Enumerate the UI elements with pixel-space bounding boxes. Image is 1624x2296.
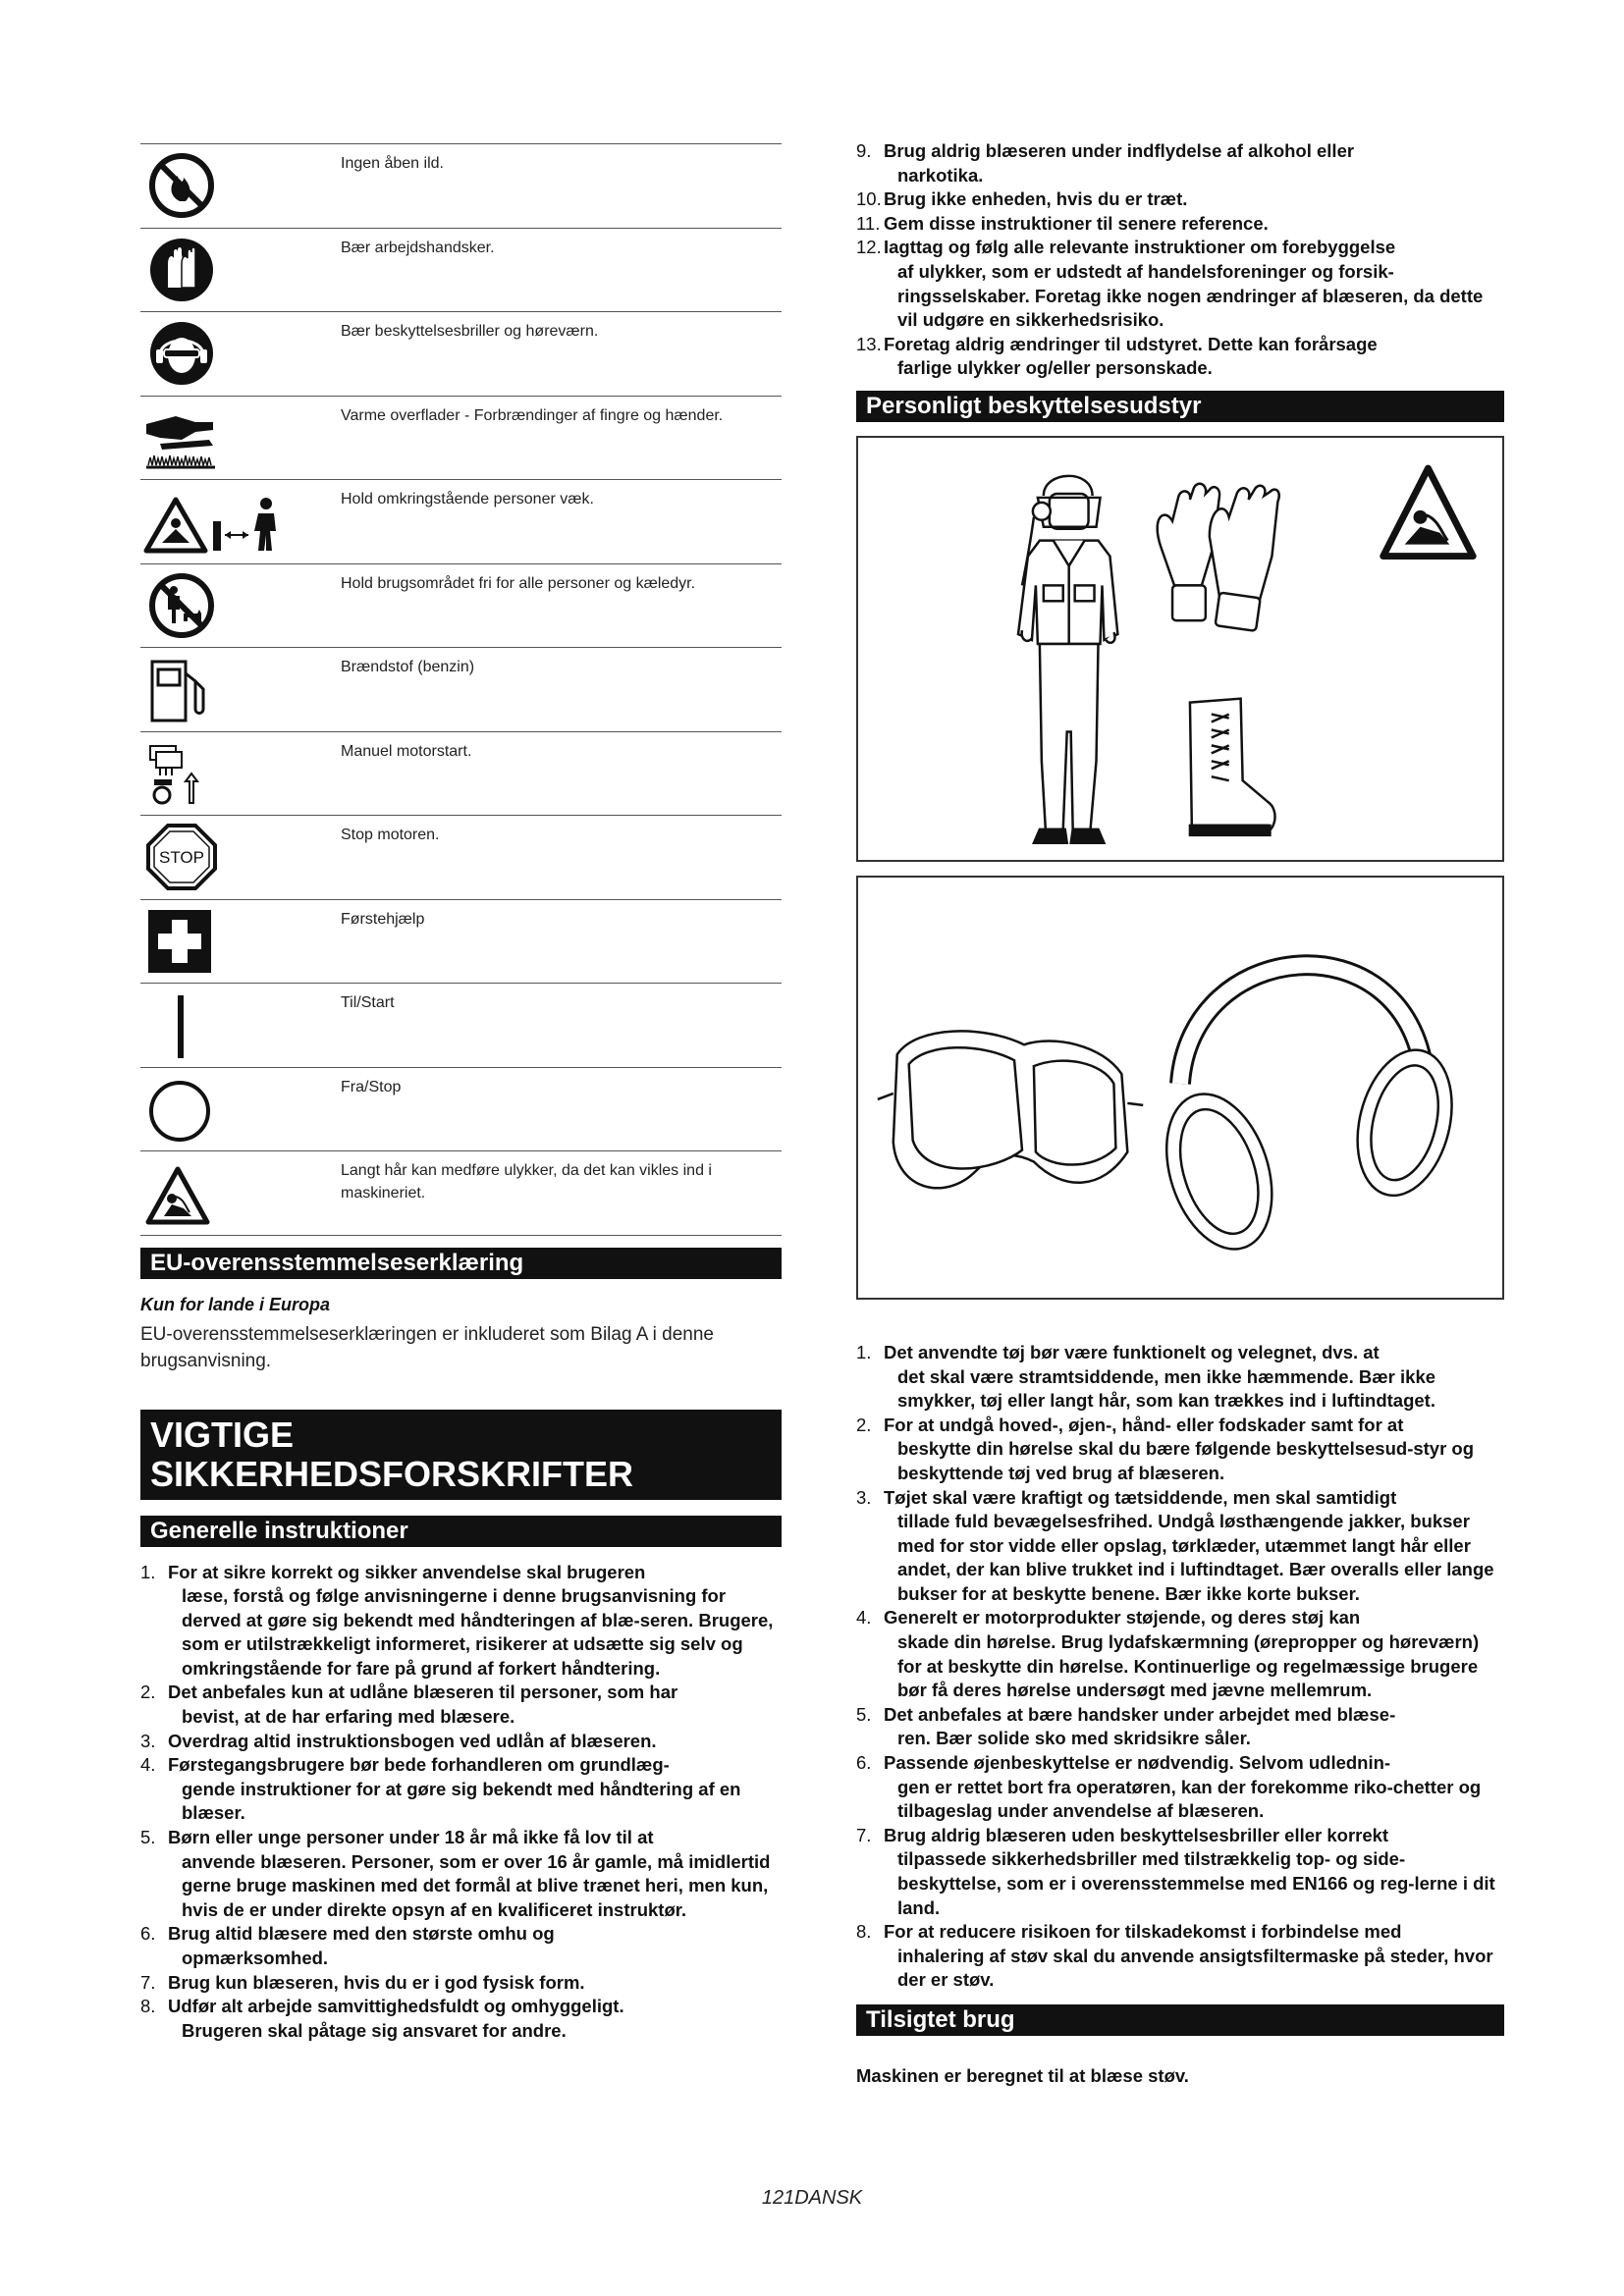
symbol-description: Hold brugsområdet fri for alle personer og kæledyr.: [341, 574, 696, 592]
list-item: 8. Udfør alt arbejde samvittighedsfuldt og omhyggeligt. Brugeren skal påtage sig ansvaret for andre.: [140, 1996, 624, 2041]
list-item: 11. Gem disse instruktioner til senere reference.: [856, 212, 1269, 234]
page-footer: 121DANSK: [761, 2187, 863, 2209]
safety-goggles-icon: [878, 1031, 1143, 1188]
symbol-description: Brændstof (benzin): [341, 659, 475, 675]
symbol-row: [140, 816, 782, 900]
list-item: 6. Passende øjenbeskyttelse er nødvendig. Selvom udlednin- gen er rettet bort fra operatøren, kan der forekomme riko-chetter og tilbageslag under anvendelse af blæseren.: [856, 1752, 1482, 1822]
list-item: 5. Børn eller unge personer under 18 år må ikke få lov til at anvende blæseren. Personer, som er over 16 år gamle, må imidlertid gerne bruge maskinen med det formål at blive trænet heri, men kun, hvis de er under direkte opsyn af en kvalificeret instruktør.: [140, 1827, 771, 1920]
symbol-row: [140, 1068, 782, 1152]
list-item: 8. For at reducere risikoen for tilskadekomst i forbindelse med inhalering af støv skal du anvende ansigtsfiltermaske på steder, hvor der er støv.: [856, 1921, 1493, 1991]
general-instructions-list: [140, 1561, 782, 2044]
list-item: 2. For at undgå hoved-, øjen-, hånd- eller fodskader samt for at beskytte din hørelse skal du bære følgende beskyttelsesud-styr og beskyttende tøj ved brug af blæseren.: [856, 1414, 1475, 1483]
keep-distance-icon: [140, 486, 298, 557]
list-item: 4. Førstegangsbrugere bør bede forhandleren om grundlæg- gende instruktioner for at gøre sig bekendt med håndtering af en blæser.: [140, 1754, 741, 1824]
fuel-pump-icon: [140, 654, 248, 724]
protective-clothing-figure-icon: [1018, 476, 1117, 843]
safety-boot-icon: [1190, 699, 1275, 835]
symbol-description: Bær arbejdshandsker.: [341, 239, 495, 256]
first-aid-icon: [140, 906, 248, 977]
goggles-earmuffs-illustration: [858, 878, 1502, 1298]
list-item: 1. Det anvendte tøj bør være funktionelt og velegnet, dvs. at det skal være stramtsiddende, men ikke hæmmende. Bær ikke smykker, tøj eller langt hår, som kan trækkes ind i luftindtaget.: [856, 1341, 1436, 1412]
work-gloves-icon: [1158, 484, 1279, 631]
off-stop-icon: [140, 1074, 248, 1145]
safety-heading-line1: VIGTIGE: [150, 1414, 295, 1455]
symbol-description: Stop motoren.: [341, 827, 440, 843]
list-item: 3. Overdrag altid instruktionsbogen ved udlån af blæseren.: [140, 1730, 657, 1751]
symbol-row: [140, 984, 782, 1068]
no-persons-pets-icon: [140, 570, 248, 641]
ppe-clothing-illustration: [858, 438, 1502, 860]
symbol-description: Bær beskyttelsesbriller og høreværn.: [341, 323, 599, 340]
intended-use-heading: Tilsigtet brug: [856, 2004, 1504, 2036]
symbol-row: [140, 397, 782, 481]
wear-gloves-icon: [140, 235, 248, 305]
ppe-heading: Personligt beskyttelsesudstyr: [856, 391, 1504, 422]
eye-ear-illustration-panel: [856, 876, 1504, 1300]
symbol-row: [140, 480, 782, 564]
hearing-protection-earmuffs-icon: [1148, 965, 1466, 1262]
eu-subheading: Kun for lande i Europa: [140, 1294, 331, 1314]
eu-declaration-heading: EU-overensstemmelseserklæring: [140, 1248, 782, 1279]
intended-use-text: Maskinen er beregnet til at blæse støv.: [856, 2064, 1189, 2086]
symbol-row: [140, 1151, 782, 1236]
list-item: 2. Det anbefales kun at udlåne blæseren til personer, som har bevist, at de har erfaring med blæsere.: [140, 1682, 678, 1728]
no-open-flame-icon: [140, 150, 248, 221]
safety-instructions-heading: [140, 1410, 782, 1500]
symbol-description: Ingen åben ild.: [341, 155, 444, 172]
symbol-description: Varme overflader - Forbrændinger af fingre og hænder.: [341, 406, 724, 424]
list-item: 3. Tøjet skal være kraftigt og tætsiddende, men skal samtidigt tillade fuld bevægelsesfrihed. Undgå løsthængende jakker, bukser med for stor vidde eller opslag, tørklæder, utæmmet langt hår eller andet, der kan blive trukket ind i luftindtaget. Bær overalls eller lange bukser for at beskytte benene. Bær ikke korte bukser.: [856, 1486, 1494, 1604]
ppe-list: [856, 1341, 1504, 1993]
list-item: 1. For at sikre korrekt og sikker anvendelse skal brugeren læse, forstå og følge anvisningerne i denne brugsanvisning for derved at gøre sig bekendt med håndteringen af blæ-seren. Brugere, som er utilstrækkeligt informeret, risikerer at udsætte sig selv og omkringstående for fare på grund af forkert håndtering.: [140, 1561, 774, 1679]
list-item: 7. Brug kun blæseren, hvis du er i god fysisk form.: [140, 1971, 585, 1993]
symbol-row: [140, 312, 782, 397]
list-item: 5. Det anbefales at bære handsker under arbejdet med blæse- ren. Bær solide sko med skridsikre såler.: [856, 1703, 1396, 1749]
symbol-description: Til/Start: [341, 994, 395, 1011]
symbol-description: Førstehjælp: [341, 910, 425, 928]
eye-ear-protection-icon: [140, 318, 248, 389]
on-start-icon: [140, 989, 248, 1060]
left-column: [140, 143, 782, 2043]
symbol-table: [140, 143, 782, 1236]
symbol-description: Manuel motorstart.: [341, 742, 472, 760]
list-item: 12. Iagttag og følg alle relevante instruktioner om forebyggelse af ulykker, som er udstedt af handelsforeninger og forsik-ringsselskaber. Foretag ikke nogen ændringer af blæseren, da dette vil udgøre en sikkerhedsrisiko.: [856, 237, 1484, 331]
safety-heading-line2: SIKKERHEDSFORSKRIFTER: [150, 1453, 634, 1494]
eu-body: EU-overensstemmelseserklæringen er inkluderet som Bilag A i denne brugsanvisning.: [140, 1323, 714, 1371]
general-instructions-continued: [856, 139, 1504, 381]
stop-sign-label: STOP: [159, 848, 204, 867]
long-hair-warning-icon: [140, 1157, 248, 1228]
long-hair-warning-icon: [1383, 468, 1473, 556]
symbol-row: [140, 648, 782, 732]
list-item: 6. Brug altid blæsere med den største omhu og opmærksomhed.: [140, 1923, 555, 1968]
manual-start-icon: [140, 738, 248, 809]
symbol-description: Fra/Stop: [341, 1078, 402, 1095]
list-item: 9. Brug aldrig blæseren under indflydelse af alkohol eller narkotika.: [856, 140, 1355, 186]
symbol-row: [140, 900, 782, 985]
list-item: 13. Foretag aldrig ændringer til udstyret. Dette kan forårsage farlige ulykker og/eller personskade.: [856, 333, 1378, 379]
general-instructions-heading: Generelle instruktioner: [140, 1516, 782, 1547]
right-column: [856, 139, 1504, 2087]
list-item: 7. Brug aldrig blæseren uden beskyttelsesbriller eller korrekt tilpassede sikkerhedsbriller med tilstrækkelig top- og side-beskyttelse, som er i overensstemmelse med EN166 og reg-lerne i dit land.: [856, 1824, 1495, 1918]
ppe-illustration-panel: [856, 436, 1504, 862]
symbol-row: [140, 732, 782, 817]
stop-sign-icon: [140, 822, 248, 892]
list-item: 4. Generelt er motorprodukter støjende, og deres støj kan skade din hørelse. Brug lydafskærmning (ørepropper og høreværn) for at beskytte din hørelse. Kontinuerlige og regelmæssige brugere bør få deres hørelse undersøgt med jævne mellemrum.: [856, 1607, 1480, 1701]
symbol-description: Hold omkringstående personer væk.: [341, 491, 594, 507]
symbol-row: [140, 144, 782, 229]
symbol-row: [140, 229, 782, 313]
list-item: 10. Brug ikke enheden, hvis du er træt.: [856, 188, 1188, 210]
hot-surface-hand-icon: [140, 402, 248, 473]
symbol-description: Langt hår kan medføre ulykker, da det kan vikles ind i maskineriet.: [341, 1162, 712, 1201]
symbol-row: [140, 564, 782, 649]
